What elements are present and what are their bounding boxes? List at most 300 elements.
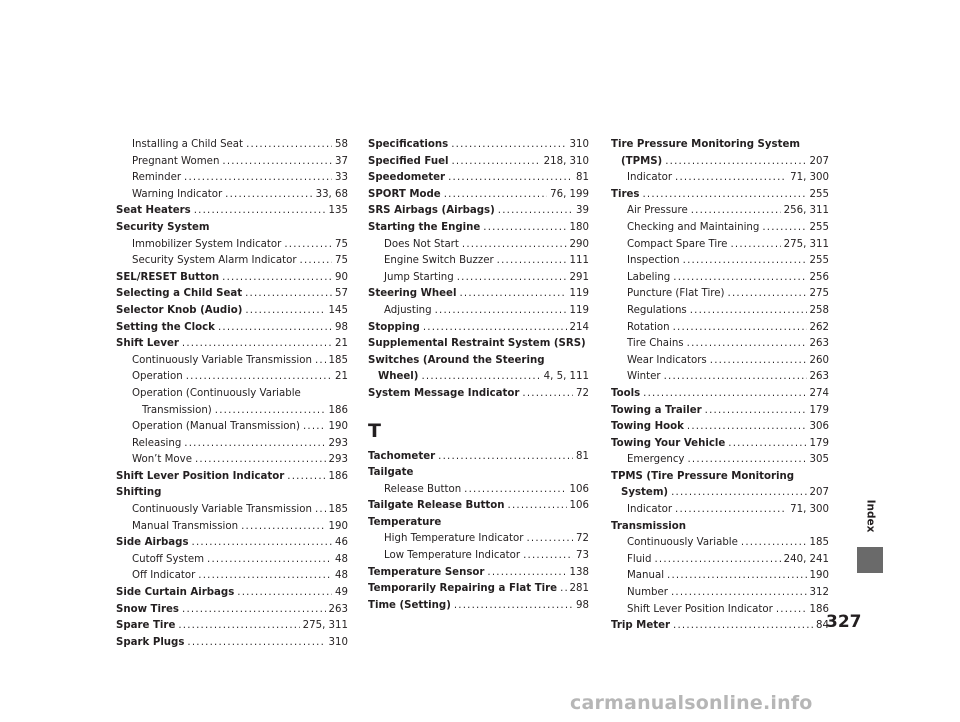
index-entry <box>116 369 348 386</box>
dot-leader <box>687 336 807 353</box>
index-entry <box>368 598 589 615</box>
index-entry-term: Puncture (Flat Tire) <box>627 288 725 300</box>
dot-leader <box>497 253 567 270</box>
index-entry-term: Shift Lever <box>116 338 179 350</box>
index-heading <box>368 515 589 532</box>
index-entry-pages: 119 <box>569 304 589 316</box>
index-entry <box>611 187 829 204</box>
index-entry <box>116 403 348 420</box>
dot-leader <box>215 403 326 420</box>
index-entry-pages: 39 <box>576 205 589 217</box>
index-entry-pages: 240, 241 <box>783 553 829 565</box>
index-entry-pages: 81 <box>576 450 589 462</box>
index-entry-term: Engine Switch Buzzer <box>384 255 494 267</box>
dot-leader <box>207 552 332 569</box>
index-entry-term: Won’t Move <box>132 454 192 466</box>
dot-leader <box>451 137 566 154</box>
index-entry-pages: 190 <box>809 570 829 582</box>
dot-leader <box>423 320 567 337</box>
index-entry-pages: 218, 310 <box>543 155 589 167</box>
index-entry-term: Tires <box>611 188 640 200</box>
index-entry-term: Towing Your Vehicle <box>611 437 726 449</box>
index-entry-term: Towing Hook <box>611 421 684 433</box>
index-entry-term: Tailgate <box>368 467 414 479</box>
index-entry <box>116 436 348 453</box>
index-entry-term: (TPMS) <box>621 155 663 167</box>
dot-leader <box>671 485 806 502</box>
index-entry-pages: 260 <box>809 354 829 366</box>
dot-leader <box>300 253 332 270</box>
index-entry-pages: 263 <box>809 371 829 383</box>
dot-leader <box>671 585 807 602</box>
index-entry <box>368 482 589 499</box>
dot-leader <box>673 270 806 287</box>
index-entry <box>611 336 829 353</box>
index-entry-term: Specifications <box>368 139 449 150</box>
index-entry-pages: 75 <box>335 255 348 267</box>
dot-leader <box>237 585 332 602</box>
index-entry-term: Low Temperature Indicator <box>384 550 521 562</box>
index-entry-pages: 81 <box>576 172 589 184</box>
index-entry-pages: 57 <box>335 288 348 300</box>
index-entry <box>611 270 829 287</box>
dot-leader <box>687 419 807 436</box>
index-entry <box>368 220 589 237</box>
dot-leader <box>728 286 807 303</box>
index-entry <box>368 498 589 515</box>
dot-leader <box>675 502 787 519</box>
index-entry <box>116 203 348 220</box>
index-entry <box>611 154 829 171</box>
dot-leader <box>246 137 332 154</box>
index-heading <box>368 465 589 482</box>
index-entry-pages: 106 <box>569 483 589 495</box>
index-entry-term: Jump Starting <box>384 271 454 283</box>
index-entry <box>368 336 589 353</box>
index-entry-term: Does Not Start <box>384 238 459 250</box>
index-entry-pages: 48 <box>335 570 348 582</box>
index-entry-pages: 75 <box>335 238 348 250</box>
index-entry <box>116 419 348 436</box>
index-entry <box>116 237 348 254</box>
index-entry-term: Supplemental Restraint System (SRS) <box>368 338 586 350</box>
dot-leader <box>186 369 332 386</box>
dot-leader <box>459 286 566 303</box>
index-column-3 <box>611 137 829 635</box>
dot-leader <box>710 353 807 370</box>
index-heading <box>611 519 829 536</box>
dot-leader <box>523 548 573 565</box>
index-entry-pages: 72 <box>576 533 589 545</box>
dot-leader <box>776 602 807 619</box>
index-entry-pages: 258 <box>809 304 829 316</box>
dot-leader <box>182 602 326 619</box>
index-entry-term: Starting the Engine <box>368 221 481 233</box>
dot-leader <box>435 303 567 320</box>
index-entry-term: Time (Setting) <box>368 599 451 611</box>
index-entry-pages: 186 <box>328 404 348 416</box>
index-entry-pages: 312 <box>809 587 829 599</box>
index-entry <box>368 565 589 582</box>
index-entry-term: Shift Lever Position Indicator <box>627 603 773 615</box>
index-entry-pages: 58 <box>335 139 348 150</box>
index-side-label <box>855 486 885 546</box>
index-entry <box>368 154 589 171</box>
index-entry <box>116 602 348 619</box>
index-entry-term: Tire Pressure Monitoring System <box>611 139 800 150</box>
index-entry <box>116 535 348 552</box>
section-letter: T <box>368 419 381 442</box>
index-entry-term: Continuously Variable Transmission <box>132 504 312 516</box>
dot-leader <box>421 369 540 386</box>
index-entry-term: TPMS (Tire Pressure Monitoring <box>611 470 795 482</box>
dot-leader <box>654 552 780 569</box>
index-entry-term: SEL/RESET Button <box>116 271 220 283</box>
dot-leader <box>642 187 806 204</box>
index-entry <box>368 581 589 598</box>
index-entry-pages: 186 <box>328 470 348 482</box>
page-number: 327 <box>826 612 862 632</box>
index-entry-pages: 4, 5, 111 <box>543 371 589 383</box>
index-entry-pages: 291 <box>569 271 589 283</box>
index-entry <box>116 253 348 270</box>
index-entry-pages: 190 <box>328 421 348 433</box>
index-entry-pages: 111 <box>569 255 589 267</box>
dot-leader <box>245 286 332 303</box>
dot-leader <box>444 187 547 204</box>
dot-leader <box>508 498 567 515</box>
index-entry <box>116 353 348 370</box>
index-entry-pages: 48 <box>335 553 348 565</box>
dot-leader <box>691 203 781 220</box>
index-entry-pages: 214 <box>569 321 589 333</box>
index-entry-term: Spark Plugs <box>116 636 185 648</box>
index-entry <box>368 369 589 386</box>
index-entry <box>611 237 829 254</box>
index-entry-term: Transmission) <box>142 404 212 416</box>
index-entry <box>116 502 348 519</box>
index-heading <box>611 469 829 486</box>
index-entry-term: Reminder <box>132 172 182 184</box>
index-entry-term: Checking and Maintaining <box>627 221 760 233</box>
index-entry <box>611 253 829 270</box>
index-column-1 <box>116 137 348 651</box>
index-entry-term: Seat Heaters <box>116 205 191 217</box>
index-entry-pages: 46 <box>335 537 348 549</box>
index-entry <box>368 253 589 270</box>
dot-leader <box>643 386 806 403</box>
index-entry <box>116 170 348 187</box>
index-entry-term: Trip Meter <box>611 620 671 632</box>
index-entry-term: Temperature Sensor <box>368 566 485 578</box>
index-entry-pages: 263 <box>328 603 348 615</box>
index-entry-pages: 72 <box>576 387 589 399</box>
dot-leader <box>241 519 325 536</box>
dot-leader <box>195 452 326 469</box>
dot-leader <box>690 303 807 320</box>
index-entry <box>368 187 589 204</box>
index-entry-pages: 207 <box>809 487 829 499</box>
dot-leader <box>187 635 325 652</box>
index-entry-pages: 293 <box>328 454 348 466</box>
index-entry-pages: 106 <box>569 500 589 512</box>
index-entry <box>611 286 829 303</box>
index-entry-term: Emergency <box>627 454 685 466</box>
dot-leader <box>705 403 807 420</box>
index-entry-pages: 21 <box>335 338 348 350</box>
index-entry <box>116 452 348 469</box>
dot-leader <box>448 170 573 187</box>
index-entry-pages: 179 <box>809 404 829 416</box>
index-entry-pages: 33 <box>335 172 348 184</box>
index-entry-pages: 190 <box>328 520 348 532</box>
index-entry <box>611 303 829 320</box>
index-entry-pages: 256, 311 <box>783 205 829 217</box>
index-entry-pages: 21 <box>335 371 348 383</box>
index-entry-pages: 185 <box>809 537 829 549</box>
index-entry-term: SPORT Mode <box>368 188 441 200</box>
index-heading <box>368 353 589 370</box>
index-entry-term: Shifting <box>116 487 162 499</box>
index-entry <box>116 519 348 536</box>
index-entry-pages: 90 <box>335 271 348 283</box>
index-entry <box>116 286 348 303</box>
dot-leader <box>454 598 573 615</box>
index-entry <box>611 203 829 220</box>
index-heading <box>116 485 348 502</box>
index-entry-term: Shift Lever Position Indicator <box>116 470 285 482</box>
index-entry <box>116 568 348 585</box>
index-entry-pages: 305 <box>809 454 829 466</box>
index-entry-pages: 310 <box>328 636 348 648</box>
index-entry-term: Cutoff System <box>132 553 205 565</box>
index-entry <box>611 320 829 337</box>
index-entry <box>611 369 829 386</box>
dot-leader <box>218 320 332 337</box>
dot-leader <box>675 170 787 187</box>
index-entry-line <box>116 386 348 403</box>
index-entry-term: Continuously Variable Transmission <box>132 354 312 366</box>
dot-leader <box>303 419 326 436</box>
dot-leader <box>730 237 780 254</box>
watermark: carmanualsonline.info <box>570 692 813 714</box>
dot-leader <box>222 270 332 287</box>
index-entry <box>611 353 829 370</box>
index-entry-pages: 256 <box>809 271 829 283</box>
index-entry-term: Side Airbags <box>116 537 189 549</box>
index-entry <box>611 452 829 469</box>
index-entry-term: Specified Fuel <box>368 155 449 167</box>
dot-leader <box>284 237 332 254</box>
index-entry-term: Manual Transmission <box>132 520 239 532</box>
index-entry <box>611 220 829 237</box>
index-entry <box>116 618 348 635</box>
dot-leader <box>487 565 566 582</box>
dot-leader <box>462 237 567 254</box>
index-entry <box>368 270 589 287</box>
index-entry-pages: 185 <box>328 504 348 516</box>
index-entry-term: Regulations <box>627 304 687 316</box>
index-entry-term: Winter <box>627 371 661 383</box>
index-entry-term: Setting the Clock <box>116 321 215 333</box>
index-entry-pages: 281 <box>569 583 589 595</box>
index-entry-term: Temperature <box>368 516 442 528</box>
dot-leader <box>664 369 807 386</box>
index-entry <box>368 386 589 403</box>
index-entry-pages: 119 <box>569 288 589 300</box>
index-entry-pages: 290 <box>569 238 589 250</box>
dot-leader <box>457 270 567 287</box>
index-entry <box>368 449 589 466</box>
index-entry-pages: 275 <box>809 288 829 300</box>
index-entry <box>611 585 829 602</box>
dot-leader <box>683 253 807 270</box>
dot-leader <box>665 154 806 171</box>
index-entry-term: Tachometer <box>368 450 436 462</box>
index-entry <box>116 137 348 154</box>
index-entry-pages: 71, 300 <box>790 172 829 184</box>
index-entry-term: Tools <box>611 387 641 399</box>
index-entry <box>368 286 589 303</box>
index-entry-pages: 138 <box>569 566 589 578</box>
index-entry <box>116 270 348 287</box>
index-entry-pages: 76, 199 <box>550 188 589 200</box>
index-entry <box>368 320 589 337</box>
index-entry-term: System Message Indicator <box>368 387 520 399</box>
index-entry-term: Off Indicator <box>132 570 196 582</box>
index-entry-term: Fluid <box>627 553 652 565</box>
index-entry-term: Immobilizer System Indicator <box>132 238 282 250</box>
index-entry-term: Operation (Continuously Variable <box>132 387 301 399</box>
index-entry-pages: 98 <box>335 321 348 333</box>
index-entry-term: Side Curtain Airbags <box>116 587 235 599</box>
dot-leader <box>222 154 332 171</box>
index-entry-term: Rotation <box>627 321 670 333</box>
index-entry-pages: 49 <box>335 587 348 599</box>
index-entry-term: System) <box>621 487 669 499</box>
index-heading <box>116 220 348 237</box>
index-entry-term: Stopping <box>368 321 420 333</box>
index-entry-term: Operation <box>132 371 183 383</box>
index-entry <box>116 187 348 204</box>
dot-leader <box>498 203 573 220</box>
index-entry-term: Switches (Around the Steering <box>368 354 545 366</box>
index-entry <box>611 170 829 187</box>
index-entry <box>611 386 829 403</box>
index-entry-term: Pregnant Women <box>132 155 220 167</box>
index-entry-pages: 263 <box>809 338 829 350</box>
dot-leader <box>198 568 332 585</box>
index-entry-pages: 135 <box>328 205 348 217</box>
dot-leader <box>483 220 566 237</box>
index-entry <box>116 635 348 652</box>
index-entry <box>116 469 348 486</box>
dot-leader <box>192 535 333 552</box>
dot-leader <box>522 386 573 403</box>
dot-leader <box>762 220 806 237</box>
dot-leader <box>184 436 325 453</box>
index-entry-term: Wear Indicators <box>627 354 707 366</box>
index-entry <box>116 303 348 320</box>
index-entry-pages: 185 <box>328 354 348 366</box>
dot-leader <box>667 568 807 585</box>
index-entry-term: Air Pressure <box>627 205 688 217</box>
index-entry <box>116 154 348 171</box>
index-entry-pages: 306 <box>809 421 829 433</box>
index-entry <box>368 137 589 154</box>
dot-leader <box>315 353 326 370</box>
index-side-tab <box>857 547 883 573</box>
index-entry-pages: 255 <box>809 188 829 200</box>
dot-leader <box>245 303 325 320</box>
dot-leader <box>741 535 807 552</box>
index-entry-term: Tire Chains <box>627 338 684 350</box>
index-entry-term: Tailgate Release Button <box>368 500 505 512</box>
index-entry <box>611 403 829 420</box>
index-entry-term: Temporarily Repairing a Flat Tire <box>368 583 558 595</box>
dot-leader <box>687 452 806 469</box>
index-entry <box>611 485 829 502</box>
dot-leader <box>194 203 326 220</box>
index-entry <box>368 303 589 320</box>
index-entry <box>116 336 348 353</box>
index-entry <box>368 170 589 187</box>
index-entry <box>611 568 829 585</box>
index-side-label-text: Index <box>864 499 877 533</box>
index-entry-term: Selector Knob (Audio) <box>116 304 243 316</box>
index-entry-pages: 255 <box>809 221 829 233</box>
dot-leader <box>438 449 573 466</box>
index-entry-pages: 274 <box>809 387 829 399</box>
index-entry-term: Wheel) <box>378 371 419 383</box>
dot-leader <box>184 170 332 187</box>
dot-leader <box>178 618 299 635</box>
index-entry-term: Labeling <box>627 271 671 283</box>
index-entry <box>611 436 829 453</box>
dot-leader <box>315 502 326 519</box>
index-entry-pages: 71, 300 <box>790 504 829 516</box>
index-entry-term: Releasing <box>132 437 182 449</box>
dot-leader <box>225 187 312 204</box>
index-entry-pages: 275, 311 <box>783 238 829 250</box>
dot-leader <box>728 436 806 453</box>
index-entry-pages: 293 <box>328 437 348 449</box>
index-entry <box>116 552 348 569</box>
index-entry-term: Indicator <box>627 504 673 516</box>
index-entry-pages: 37 <box>335 155 348 167</box>
index-entry-term: Release Button <box>384 483 462 495</box>
index-entry-pages: 262 <box>809 321 829 333</box>
index-entry-term: Transmission <box>611 520 687 532</box>
index-entry <box>611 618 829 635</box>
index-entry <box>368 237 589 254</box>
index-entry-pages: 275, 311 <box>302 620 348 632</box>
index-entry-pages: 145 <box>328 304 348 316</box>
index-entry-term: Manual <box>627 570 665 582</box>
index-entry-pages: 255 <box>809 255 829 267</box>
dot-leader <box>560 581 566 598</box>
index-entry <box>368 531 589 548</box>
index-entry-pages: 73 <box>576 550 589 562</box>
index-heading <box>611 137 829 154</box>
index-entry-term: Towing a Trailer <box>611 404 702 416</box>
index-entry-term: Speedometer <box>368 172 446 184</box>
index-entry-pages: 84 <box>816 620 829 632</box>
index-entry-term: Security System <box>116 221 210 233</box>
dot-leader <box>673 320 807 337</box>
index-entry-term: Steering Wheel <box>368 288 457 300</box>
dot-leader <box>526 531 573 548</box>
